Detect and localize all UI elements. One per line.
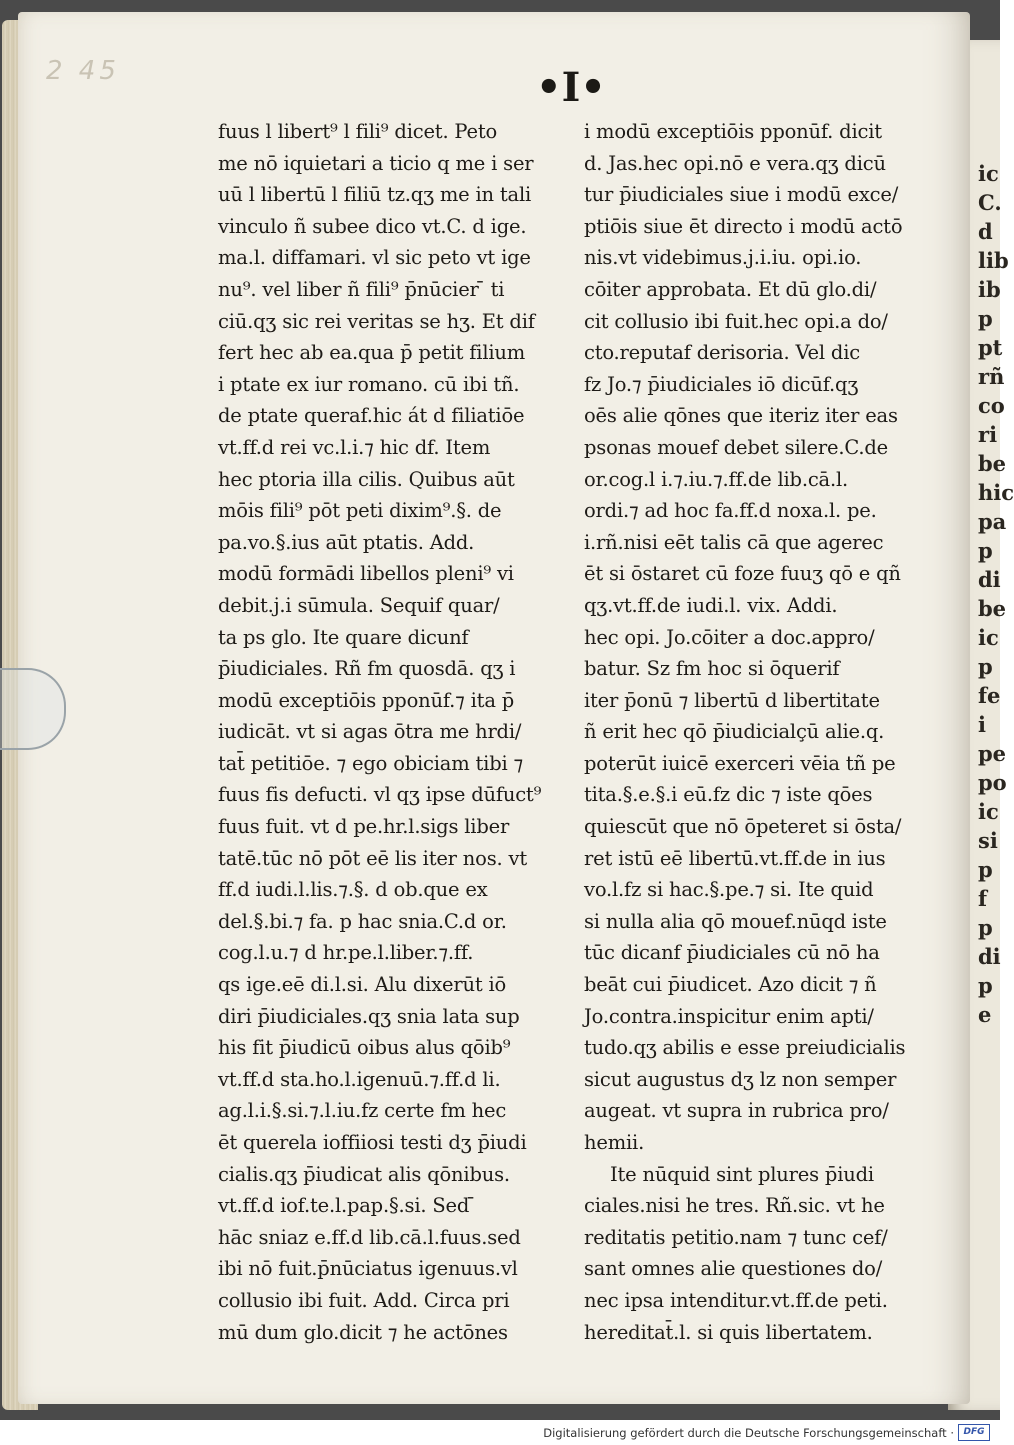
- text-line: ag.l.i.§.si.⁊.l.iu.fz certe fm hec: [218, 1099, 507, 1123]
- text-line: cit collusio ibi fuit.hec opi.a do/: [584, 309, 888, 333]
- text-line: me nō iquietari a ticio q me i ser: [218, 151, 534, 175]
- facing-page-fragment: p: [978, 915, 993, 940]
- text-line: qʒ.vt.ff.de iudi.l. vix. Addi.: [584, 593, 838, 617]
- text-line: collusio ibi fuit. Add. Circa pri: [218, 1288, 510, 1312]
- text-column-left: [218, 116, 554, 1348]
- text-line: tat̄ petitiōe. ⁊ ego obiciam tibi ⁊: [218, 751, 524, 775]
- dfg-logo: DFG: [958, 1424, 990, 1441]
- text-line: tur p̄iudiciales siue i modū exce/: [584, 183, 899, 207]
- facing-page-fragment: pa: [978, 509, 1007, 534]
- text-line: tatē.tūc nō pōt eē lis iter nos. vt: [218, 846, 527, 870]
- text-line: modū exceptiōis pponūf.⁊ ita p̄: [218, 688, 515, 712]
- facing-page-fragment: f: [978, 886, 988, 911]
- facing-page-fragment: po: [978, 770, 1007, 795]
- facing-page-fragment: di: [978, 944, 1001, 969]
- text-line: modū formādi libellos pleni⁹ vi: [218, 562, 514, 586]
- text-line: de ptate queraf.hic át d filiatiōe: [218, 404, 525, 428]
- text-line: ñ erit hec qō p̄iudicialçū alie.q.: [584, 720, 885, 744]
- facing-page-fragment: rñ: [978, 364, 1005, 389]
- text-line: tūc dicanf p̄iudiciales cū nō ha: [584, 941, 880, 965]
- text-line: tudo.qʒ abilis e esse preiudicialis: [584, 1036, 906, 1060]
- facing-page-fragment: pt: [978, 335, 1003, 360]
- text-line: fert hec ab ea.qua p̄ petit filium: [218, 341, 526, 365]
- text-line: or.cog.l i.⁊.iu.⁊.ff.de lib.cā.l.: [584, 467, 849, 491]
- facing-page-fragment: ic: [978, 161, 999, 186]
- footer-credit: Digitalisierung gefördert durch die Deutsche Forschungsgemeinschaft ·: [543, 1426, 954, 1440]
- text-line: i modū exceptiōis pponūf. dicit: [584, 120, 882, 143]
- text-line: Jo.contra.inspicitur enim apti/: [584, 1004, 874, 1028]
- text-line: ordi.⁊ ad hoc fa.ff.d noxa.l. pe.: [584, 499, 877, 523]
- text-column-right: [584, 116, 908, 1348]
- facing-page-fragment: fe: [978, 683, 1001, 708]
- text-line: quiescūt que nō ōpeteret si ōsta/: [584, 815, 902, 839]
- text-line: ēt querela ioffiiosi testi dʒ p̄iudi: [218, 1131, 527, 1154]
- text-line: si nulla alia qō mouef.nūqd iste: [584, 909, 887, 933]
- text-line: ret istū eē libertū.vt.ff.de in ius: [584, 846, 886, 870]
- text-line: debit.j.i sūmula. Sequif quar/: [218, 593, 500, 617]
- text-line: hec opi. Jo.cōiter a doc.appro/: [584, 625, 875, 649]
- text-line: diri p̄iudiciales.qʒ snia lata sup: [218, 1004, 520, 1028]
- text-line: ff.d iudi.l.lis.⁊.§. d ob.que ex: [218, 878, 488, 902]
- text-line: vt.ff.d iof.te.l.pap.§.si. Sed ̄: [218, 1194, 476, 1218]
- text-line: vt.ff.d rei vc.l.i.⁊ hic df. Item: [218, 435, 491, 459]
- text-line: batur. Sz fm hoc si ōquerif: [584, 657, 840, 681]
- text-line: ma.l. diffamari. vl sic peto vt ige: [218, 246, 531, 270]
- text-line: pa.vo.§.ius aūt ptatis. Add.: [218, 530, 475, 554]
- text-line: nec ipsa intenditur.vt.ff.de peti.: [584, 1288, 888, 1312]
- text-line: i.rñ.nisi eēt talis cā que agerec: [584, 530, 884, 554]
- facing-page-fragment: p: [978, 857, 993, 882]
- text-line: sicut augustus dʒ lz non semper: [584, 1067, 897, 1091]
- text-line: cialis.qʒ p̄iudicat alis qōnibus.: [218, 1162, 510, 1186]
- text-line: nu⁹. vel liber ñ fili⁹ p̄nūcier ̄ ti: [218, 277, 505, 301]
- facing-page-fragment: e: [978, 1002, 992, 1027]
- text-line: vinculo ñ subee dico vt.C. d ige.: [218, 214, 527, 238]
- text-line: iter p̄onū ⁊ libertū d libertitate: [584, 688, 880, 712]
- text-line: fz Jo.⁊ p̄iudiciales iō dicūf.qʒ: [584, 372, 859, 396]
- text-line: ibi nō fuit.p̄nūciatus igenuus.vl: [218, 1257, 518, 1281]
- facing-page-fragment: di: [978, 567, 1001, 592]
- text-line: qs ige.eē di.l.si. Alu dixerūt iō: [218, 973, 507, 997]
- text-line: ciū.qʒ sic rei veritas se hʒ. Et dif: [218, 309, 535, 333]
- text-line: fuus l libert⁹ l fili⁹ dicet. Peto: [218, 120, 497, 143]
- facing-page-fragment: ic: [978, 799, 999, 824]
- facing-page-fragment: co: [978, 393, 1005, 418]
- facing-page-fragment: ri: [978, 422, 998, 447]
- text-line: Ite nūquid sint plures p̄iudi: [610, 1162, 874, 1186]
- text-line: his fit p̄iudicū oibus alus qōib⁹: [218, 1036, 511, 1060]
- text-line: i ptate ex iur romano. cū ibi tñ.: [218, 372, 520, 396]
- text-line: hec ptoria illa cilis. Quibus aūt: [218, 467, 515, 491]
- folio-mark: •I•: [536, 64, 606, 111]
- facing-page-fragment: p: [978, 538, 993, 563]
- text-line: uū l libertū l filiū tz.qʒ me in tali: [218, 183, 532, 207]
- text-line: poterūt iuicē exerceri vēia tñ pe: [584, 751, 896, 775]
- text-line: psonas mouef debet silere.C.de: [584, 435, 888, 459]
- facing-page-fragment: lib: [978, 248, 1009, 273]
- text-line: vt.ff.d sta.ho.l.igenuū.⁊.ff.d li.: [218, 1067, 501, 1091]
- text-line: ta ps glo. Ite quare dicunf: [218, 625, 469, 649]
- text-line: hereditat̄.l. si quis libertatem.: [584, 1320, 873, 1344]
- text-line: cog.l.u.⁊ d hr.pe.l.liber.⁊.ff.: [218, 941, 474, 965]
- facing-page-fragment: ib: [978, 277, 1001, 302]
- text-line: tita.§.e.§.i eū.fz dic ⁊ iste qōes: [584, 783, 873, 807]
- text-line: oēs alie qōnes que iteriz iter eas: [584, 404, 898, 428]
- text-line: fuus fis defucti. vl qʒ ipse dūfuct⁹: [218, 783, 542, 807]
- facing-page-fragment: hic: [978, 480, 1014, 505]
- facing-page-fragment: si: [978, 828, 998, 853]
- text-line: ciales.nisi he tres. Rñ.sic. vt he: [584, 1194, 885, 1218]
- text-line: fuus fuit. vt d pe.hr.l.sigs liber: [218, 815, 510, 839]
- facing-page-fragment: p: [978, 973, 993, 998]
- text-line: nis.vt videbimus.j.i.iu. opi.io.: [584, 246, 862, 270]
- text-line: p̄iudiciales. Rñ fm quosdā. qʒ i: [218, 657, 516, 681]
- text-line: cto.reputaf derisoria. Vel dic: [584, 341, 860, 365]
- text-line: ēt si ōstaret cū foze fuuʒ qō e qñ: [584, 562, 901, 586]
- text-line: cōiter approbata. Et dū glo.di/: [584, 277, 877, 301]
- text-line: del.§.bi.⁊ fa. p hac snia.C.d or.: [218, 909, 507, 933]
- facing-page-fragment: p: [978, 306, 993, 331]
- facing-page-fragment: be: [978, 596, 1007, 621]
- text-line: beāt cui p̄iudicet. Azo dicit ⁊ ñ: [584, 973, 877, 997]
- digitization-footer: [0, 1420, 1000, 1445]
- text-line: mū dum glo.dicit ⁊ he actōnes: [218, 1320, 508, 1344]
- text-line: ptiōis siue ēt directo i modū actō: [584, 214, 903, 238]
- facing-page-fragment: p: [978, 654, 993, 679]
- text-line: hāc sniaz e.ff.d lib.cā.l.fuus.sed: [218, 1225, 521, 1249]
- text-line: d. Jas.hec opi.nō e vera.qʒ dicū: [584, 151, 886, 175]
- text-line: hemii.: [584, 1131, 645, 1154]
- text-line: iudicāt. vt si agas ōtra me hrdi/: [218, 720, 522, 744]
- facing-page-fragment: i: [978, 712, 986, 737]
- text-line: reditatis petitio.nam ⁊ tunc cef/: [584, 1225, 888, 1249]
- text-line: sant omnes alie questiones do/: [584, 1257, 883, 1281]
- pencil-note: 2 45: [46, 56, 120, 86]
- facing-page-fragment: pe: [978, 741, 1007, 766]
- facing-page-fragment: d: [978, 219, 993, 244]
- facing-page-fragment: ic: [978, 625, 999, 650]
- text-line: vo.l.fz si hac.§.pe.⁊ si. Ite quid: [584, 878, 874, 902]
- text-line: augeat. vt supra in rubrica pro/: [584, 1099, 889, 1123]
- facing-page-fragment: be: [978, 451, 1007, 476]
- facing-page-fragment: C.: [978, 190, 1002, 215]
- text-line: mōis fili⁹ pōt peti dixim⁹.§. de: [218, 499, 502, 523]
